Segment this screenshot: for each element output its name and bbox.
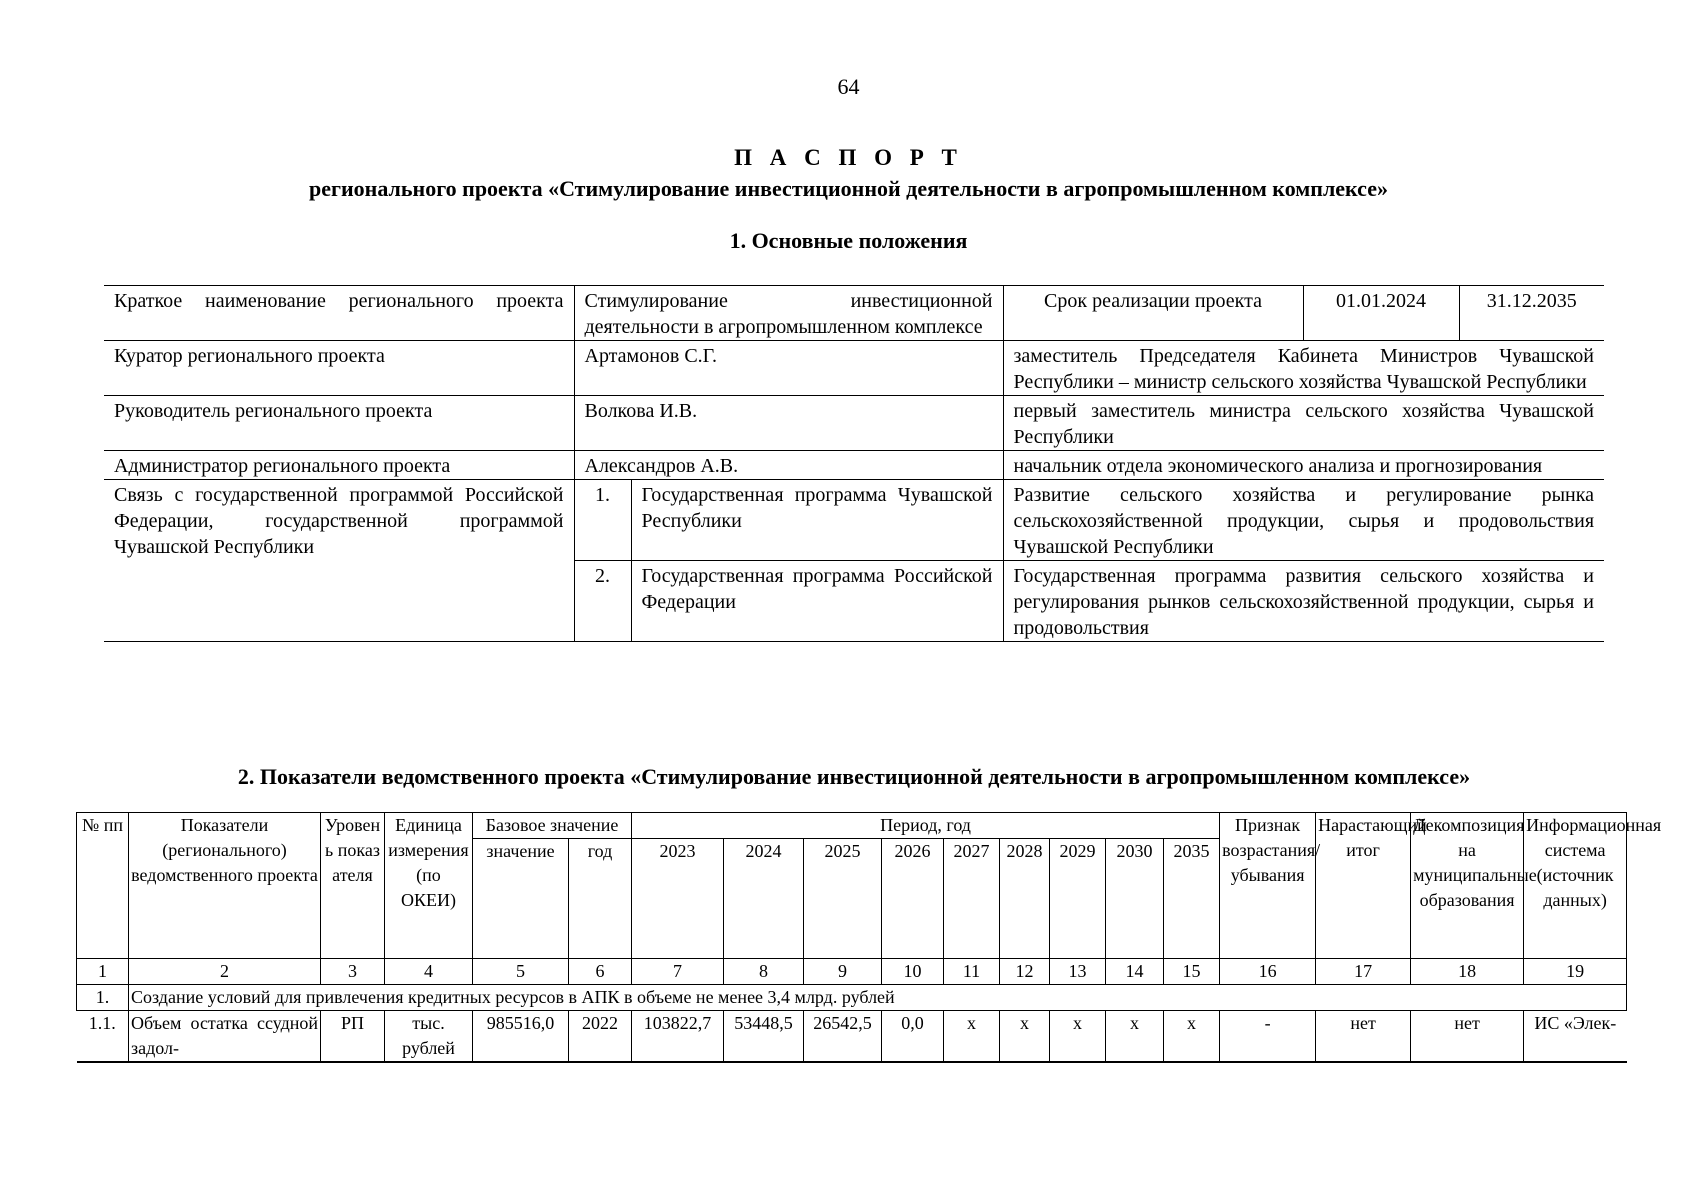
header-trend: Признак возрастания/ убывания (1220, 813, 1316, 959)
column-number: 16 (1220, 959, 1316, 985)
term-label: Срок реализации проекта (1003, 286, 1303, 341)
row-value: x (1000, 1011, 1050, 1063)
row-value: x (1050, 1011, 1106, 1063)
main-provisions-table (104, 285, 1604, 642)
section2-heading: 2. Показатели ведомственного проекта «Стимулирование инвестиционной деятельности в агропромышленном комплексе» (237, 764, 1471, 789)
row-base-year: 2022 (569, 1011, 632, 1063)
header-num: № пп (77, 813, 129, 959)
column-number: 3 (321, 959, 385, 985)
header-year: 2029 (1050, 839, 1106, 959)
row-decomposition: нет (1411, 1011, 1524, 1063)
table-row (104, 341, 1604, 396)
column-number-row (77, 959, 1627, 985)
table-row (104, 286, 1604, 341)
row-base-value: 985516,0 (473, 1011, 569, 1063)
header-decomposition: Декомпозиция на муниципальные образования (1411, 813, 1524, 959)
column-number: 14 (1106, 959, 1164, 985)
row-num: 1.1. (77, 1011, 129, 1063)
table-row (77, 1011, 1627, 1063)
indicators-table (76, 812, 1662, 1063)
column-number: 8 (724, 959, 804, 985)
row-value: x (944, 1011, 1000, 1063)
header-year: 2030 (1106, 839, 1164, 959)
header-year: 2027 (944, 839, 1000, 959)
row-value: 0,0 (882, 1011, 944, 1063)
task-text: Создание условий для привлечения кредитных ресурсов в АПК в объеме не менее 3,4 млрд. рублей (129, 985, 1627, 1011)
program-type: Государственная программа Российской Федерации (631, 561, 1003, 642)
header-base-year: год (569, 839, 632, 959)
column-number: 19 (1524, 959, 1627, 985)
term-start: 01.01.2024 (1303, 286, 1459, 341)
page-number: 64 (837, 74, 860, 99)
column-number: 2 (129, 959, 321, 985)
column-number: 13 (1050, 959, 1106, 985)
curator-position: заместитель Председателя Кабинета Министров Чувашской Республики – министр сельского хозяйства Чувашской Республики (1003, 341, 1604, 396)
header-year: 2026 (882, 839, 944, 959)
task-row (77, 985, 1627, 1011)
table-header-row (77, 813, 1627, 839)
table-row (104, 451, 1604, 480)
header-infosystem: Информационная система (источник данных) (1524, 813, 1627, 959)
head-label: Руководитель регионального проекта (104, 396, 574, 451)
curator-label: Куратор регионального проекта (104, 341, 574, 396)
column-number: 9 (804, 959, 882, 985)
column-number: 4 (385, 959, 473, 985)
program-num: 2. (574, 561, 631, 642)
column-number: 12 (1000, 959, 1050, 985)
table-row (104, 480, 1604, 561)
column-number: 17 (1316, 959, 1411, 985)
column-number: 5 (473, 959, 569, 985)
program-name: Развитие сельского хозяйства и регулирование рынка сельскохозяйственной продукции, сырья и продовольствия Чувашской Республики (1003, 480, 1604, 561)
program-num: 1. (574, 480, 631, 561)
short-name-label: Краткое наименование регионального проекта (104, 286, 574, 341)
header-cumulative: Нарастающий итог (1316, 813, 1411, 959)
row-level: РП (321, 1011, 385, 1063)
task-num: 1. (77, 985, 129, 1011)
column-number: 11 (944, 959, 1000, 985)
term-end: 31.12.2035 (1459, 286, 1604, 341)
column-number: 10 (882, 959, 944, 985)
column-number: 15 (1164, 959, 1220, 985)
header-year: 2028 (1000, 839, 1050, 959)
row-trend: - (1220, 1011, 1316, 1063)
document-title: П А С П О Р Т (734, 145, 963, 170)
row-value: x (1164, 1011, 1220, 1063)
head-name: Волкова И.В. (574, 396, 1003, 451)
header-year: 2035 (1164, 839, 1220, 959)
column-number: 18 (1411, 959, 1524, 985)
column-number: 6 (569, 959, 632, 985)
row-indicator: Объем остатка ссудной задол- (129, 1011, 321, 1063)
curator-name: Артамонов С.Г. (574, 341, 1003, 396)
column-number: 1 (77, 959, 129, 985)
row-value: 103822,7 (632, 1011, 724, 1063)
short-name-value: Стимулирование инвестиционной деятельности в агропромышленном комплексе (574, 286, 1003, 341)
header-year: 2024 (724, 839, 804, 959)
header-year: 2023 (632, 839, 724, 959)
row-value: 26542,5 (804, 1011, 882, 1063)
column-number: 7 (632, 959, 724, 985)
header-level: Уровень показателя (321, 813, 385, 959)
row-cumulative: нет (1316, 1011, 1411, 1063)
admin-name: Александров А.В. (574, 451, 1003, 480)
header-indicator: Показатели (регионального) ведомственного проекта (129, 813, 321, 959)
document-subtitle: регионального проекта «Стимулирование инвестиционной деятельности в агропромышленном комплексе» (309, 176, 1388, 201)
header-base-value: значение (473, 839, 569, 959)
table-row (104, 396, 1604, 451)
head-position: первый заместитель министра сельского хозяйства Чувашской Республики (1003, 396, 1604, 451)
admin-position: начальник отдела экономического анализа и прогнозирования (1003, 451, 1604, 480)
header-year: 2025 (804, 839, 882, 959)
program-link-label: Связь с государственной программой Российской Федерации, государственной программой Чувашской Республики (104, 480, 574, 642)
row-value: 53448,5 (724, 1011, 804, 1063)
header-period: Период, год (632, 813, 1220, 839)
admin-label: Администратор регионального проекта (104, 451, 574, 480)
header-base: Базовое значение (473, 813, 632, 839)
row-infosystem: ИС «Элек- (1524, 1011, 1627, 1063)
header-unit: Единица измерения (по ОКЕИ) (385, 813, 473, 959)
program-name: Государственная программа развития сельского хозяйства и регулирования рынков сельскохозяйственной продукции, сырья и продовольствия (1003, 561, 1604, 642)
section1-heading: 1. Основные положения (729, 228, 968, 253)
row-value: x (1106, 1011, 1164, 1063)
row-unit: тыс. рублей (385, 1011, 473, 1063)
program-type: Государственная программа Чувашской Республики (631, 480, 1003, 561)
